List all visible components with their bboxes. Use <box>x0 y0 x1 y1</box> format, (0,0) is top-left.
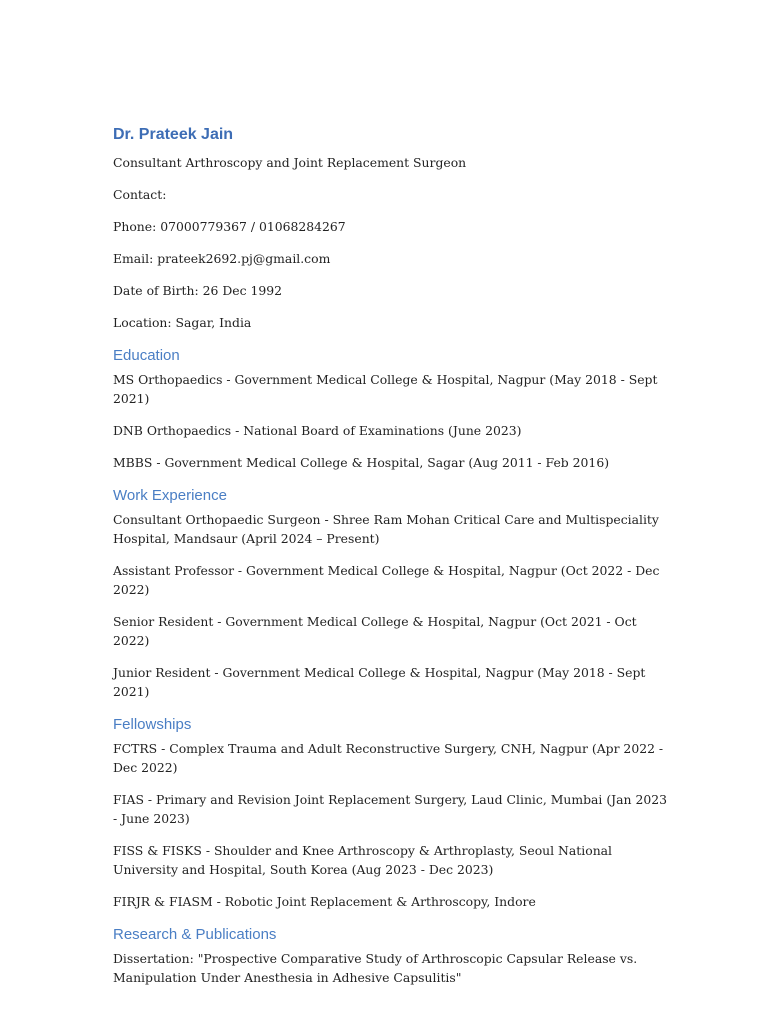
fellowship-item: FISS & FISKS - Shoulder and Knee Arthroscopy & Arthroplasty, Seoul National University and Hospital, South Korea (Aug 2023 - Dec 2023) <box>113 843 613 877</box>
email-line: Email: prateek2692.pj@gmail.com <box>113 251 331 266</box>
research-item: Dissertation: "Prospective Comparative Study of Arthroscopic Capsular Release vs. Manipulation Under Anesthesia in Adhesive Capsulitis" <box>113 951 638 985</box>
work-item: Senior Resident - Government Medical College & Hospital, Nagpur (Oct 2021 - Oct 2022) <box>113 614 637 648</box>
professional-title: Consultant Arthroscopy and Joint Replacement Surgeon <box>113 155 467 170</box>
person-name: Dr. Prateek Jain <box>113 126 234 143</box>
dob-line: Date of Birth: 26 Dec 1992 <box>113 283 283 298</box>
work-item: Junior Resident - Government Medical College & Hospital, Nagpur (May 2018 - Sept 2021) <box>113 665 646 699</box>
research-heading: Research & Publications <box>113 926 277 943</box>
header-section <box>113 124 673 332</box>
work-item: Assistant Professor - Government Medical College & Hospital, Nagpur (Oct 2022 - Dec 2022) <box>113 563 660 597</box>
phone-line: Phone: 07000779367 / 01068284267 <box>113 219 346 234</box>
work-heading: Work Experience <box>113 487 227 504</box>
education-section <box>113 345 673 472</box>
education-heading: Education <box>113 347 180 364</box>
education-item: DNB Orthopaedics - National Board of Examinations (June 2023) <box>113 423 522 438</box>
research-section <box>113 924 673 987</box>
resume-document <box>113 124 673 1000</box>
fellowship-item: FIRJR & FIASM - Robotic Joint Replacement & Arthroscopy, Indore <box>113 894 536 909</box>
work-section <box>113 485 673 701</box>
fellowships-heading: Fellowships <box>113 716 192 733</box>
education-item: MS Orthopaedics - Government Medical College & Hospital, Nagpur (May 2018 - Sept 2021) <box>113 372 658 406</box>
fellowship-item: FCTRS - Complex Trauma and Adult Reconstructive Surgery, CNH, Nagpur (Apr 2022 - Dec 2022) <box>113 741 664 775</box>
contact-label: Contact: <box>113 187 167 202</box>
fellowship-item: FIAS - Primary and Revision Joint Replacement Surgery, Laud Clinic, Mumbai (Jan 2023 - June 2023) <box>113 792 667 826</box>
education-item: MBBS - Government Medical College & Hospital, Sagar (Aug 2011 - Feb 2016) <box>113 455 610 470</box>
work-item: Consultant Orthopaedic Surgeon - Shree Ram Mohan Critical Care and Multispeciality Hospital, Mandsaur (April 2024 – Present) <box>113 512 659 546</box>
location-line: Location: Sagar, India <box>113 315 252 330</box>
fellowships-section <box>113 714 673 911</box>
